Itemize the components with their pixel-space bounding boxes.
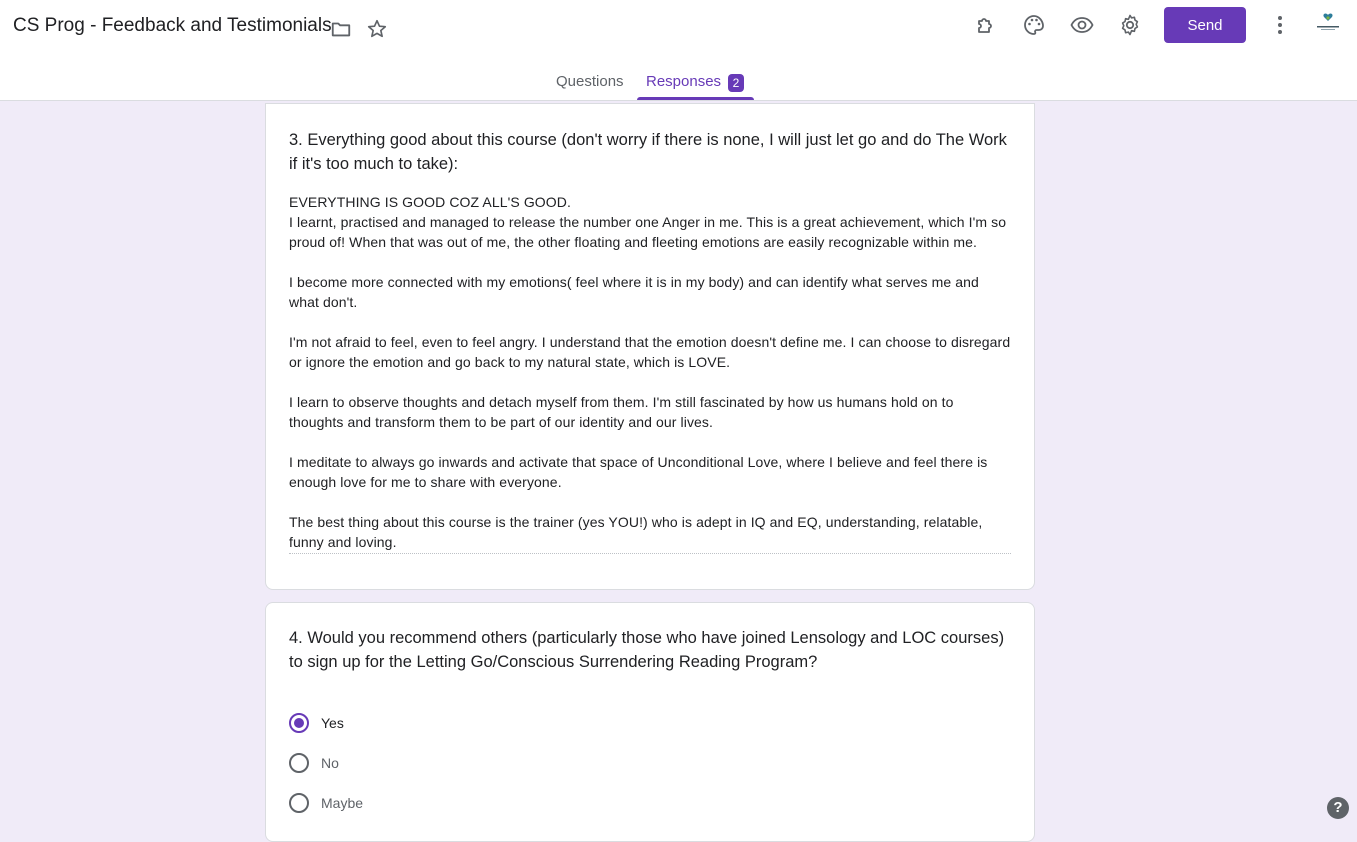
- active-tab-indicator: [637, 97, 754, 100]
- radio-label: Yes: [321, 715, 344, 731]
- radio-unchecked-icon[interactable]: [289, 793, 309, 813]
- radio-checked-icon[interactable]: [289, 713, 309, 733]
- settings-icon[interactable]: [1117, 12, 1143, 38]
- radio-unchecked-icon[interactable]: [289, 753, 309, 773]
- radio-option-maybe[interactable]: [289, 791, 363, 815]
- question-title: 4. Would you recommend others (particularly those who have joined Lensology and LOC courses) to sign up for the Letting Go/Conscious Surrendering Reading Program?: [289, 629, 1005, 671]
- account-logo-icon: [1313, 9, 1343, 39]
- tab-questions[interactable]: Questions: [556, 73, 624, 90]
- help-icon[interactable]: ?: [1327, 797, 1349, 819]
- more-vert-icon[interactable]: [1268, 12, 1292, 38]
- question-card-4: [265, 602, 1035, 842]
- responses-count-badge: 2: [728, 74, 744, 92]
- question-title: 3. Everything good about this course (don't worry if there is none, I will just let go and do The Work if it's too much to take):: [289, 131, 1007, 173]
- response-answer: EVERYTHING IS GOOD COZ ALL'S GOOD. I learnt, practised and managed to release the number one Anger in me. This is a great achievement, which I'm so proud of! When that was out of me, the other floating and fleeting emotions are easily recognizable within me. I become more connected with my emotions( feel where it is in my body) and can identify what serves me and what don't. I'm not afraid to feel, even to feel angry. I understand that the emotion doesn't define me. I can choose to disregard or ignore the emotion and go back to my natural state, which is LOVE. I learn to observe thoughts and detach myself from them. I'm still fascinated by how us humans hold on to thoughts and transform them to be part of our identity and our lives. I meditate to always go inwards and activate that space of Unconditional Love, where I believe and feel there is enough love for me to share with everyone. The best thing about this course is the trainer (yes YOU!) who is adept in IQ and EQ, understanding, relatable, funny and loving.: [289, 192, 1011, 554]
- send-button[interactable]: Send: [1164, 7, 1246, 43]
- palette-icon[interactable]: [1021, 12, 1047, 38]
- radio-label: Maybe: [321, 795, 364, 811]
- form-title[interactable]: CS Prog - Feedback and Testimonials: [13, 15, 332, 36]
- preview-icon[interactable]: [1069, 12, 1095, 38]
- radio-option-yes[interactable]: [289, 711, 344, 735]
- folder-icon[interactable]: [329, 17, 353, 41]
- addon-icon[interactable]: [973, 12, 999, 38]
- avatar[interactable]: [1312, 8, 1344, 40]
- question-card-3: [265, 103, 1035, 590]
- app-header: [0, 0, 1357, 101]
- radio-label: No: [321, 755, 339, 771]
- tab-responses[interactable]: Responses: [646, 73, 722, 90]
- star-icon[interactable]: [365, 17, 389, 41]
- radio-option-no[interactable]: [289, 751, 339, 775]
